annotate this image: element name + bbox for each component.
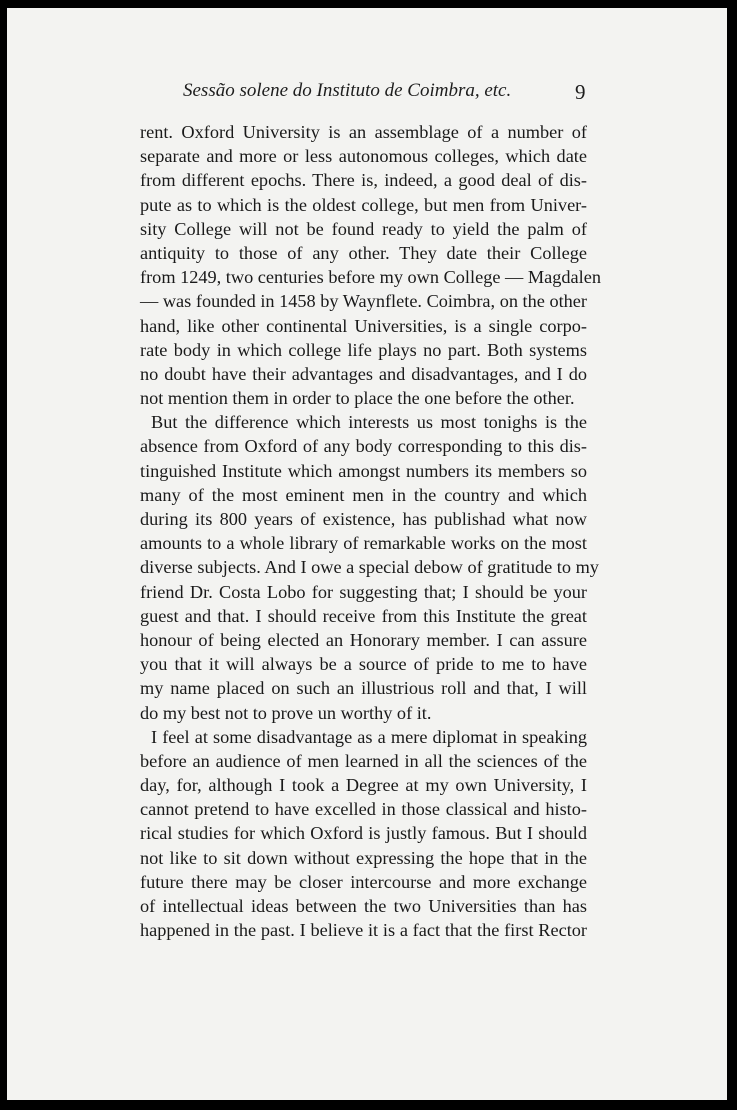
text-line: antiquity to those of any other. They date their College — [140, 242, 587, 263]
text-line: absence from Oxford of any body corresponding to this dis- — [140, 436, 587, 457]
paragraph — [140, 410, 599, 724]
body-text — [140, 120, 601, 942]
text-line: hand, like other continental Universities, is a single corpo- — [140, 315, 587, 336]
text-line: guest and that. I should receive from this Institute the great — [140, 605, 587, 626]
text-line: amounts to a whole library of remarkable works on the most — [140, 533, 587, 554]
text-line: — was founded in 1458 by Waynflete. Coimbra, on the other — [140, 291, 588, 312]
text-line: separate and more or less autonomous colleges, which date — [140, 146, 587, 167]
text-line: before an audience of men learned in all the sciences of the — [140, 750, 587, 771]
text-line: do my best not to prove un worthy of it. — [140, 702, 432, 723]
text-line: friend Dr. Costa Lobo for suggesting that; I should be your — [140, 581, 587, 602]
text-line: pute as to which is the oldest college, but men from Univer- — [140, 194, 587, 215]
text-line: cannot pretend to have excelled in those classical and histo- — [140, 799, 587, 820]
page-header — [7, 80, 727, 110]
text-line: day, for, although I took a Degree at my own University, I — [140, 775, 587, 796]
text-line: from 1249, two centuries before my own College — Magdalen — [140, 267, 601, 288]
text-line: during its 800 years of existence, has publishad what now — [140, 509, 587, 529]
text-line: rent. Oxford University is an assemblage of a number of — [140, 122, 587, 142]
book-page — [7, 8, 727, 1100]
paragraph — [140, 120, 601, 410]
text-line: of intellectual ideas between the two Universities than has — [140, 896, 587, 916]
text-line: honour of being elected an Honorary member. I can assure — [140, 629, 587, 650]
text-line: no doubt have their advantages and disadvantages, and I do — [140, 363, 587, 384]
text-line: tinguished Institute which amongst numbers its members so — [140, 460, 587, 481]
text-line: my name placed on such an illustrious roll and that, I will — [140, 678, 587, 699]
text-line: But the difference which interests us most tonighs is the — [151, 412, 587, 433]
text-line: from different epochs. There is, indeed, a good deal of dis- — [140, 170, 587, 191]
page-number: 9 — [575, 80, 586, 104]
paragraph — [140, 725, 587, 943]
text-line: many of the most eminent men in the country and which — [140, 484, 587, 505]
text-line: you that it will always be a source of pride to me to have — [140, 654, 587, 675]
text-line: rical studies for which Oxford is justly famous. But I should — [140, 823, 587, 844]
running-head: Sessão solene do Instituto de Coimbra, etc. — [183, 80, 512, 101]
text-line: happened in the past. I believe it is a fact that the first Rector — [140, 920, 587, 941]
text-line: rate body in which college life plays no part. Both systems — [140, 339, 587, 360]
text-line: sity College will not be found ready to yield the palm of — [140, 218, 587, 239]
text-line: I feel at some disadvantage as a mere diplomat in speaking — [151, 726, 587, 747]
text-line: not like to sit down without expressing the hope that in the — [140, 847, 587, 868]
text-line: diverse subjects. And I owe a special debow of gratitude to my — [140, 557, 599, 578]
text-line: not mention them in order to place the one before the other. — [140, 388, 575, 409]
text-line: future there may be closer intercourse and more exchange — [140, 871, 587, 892]
